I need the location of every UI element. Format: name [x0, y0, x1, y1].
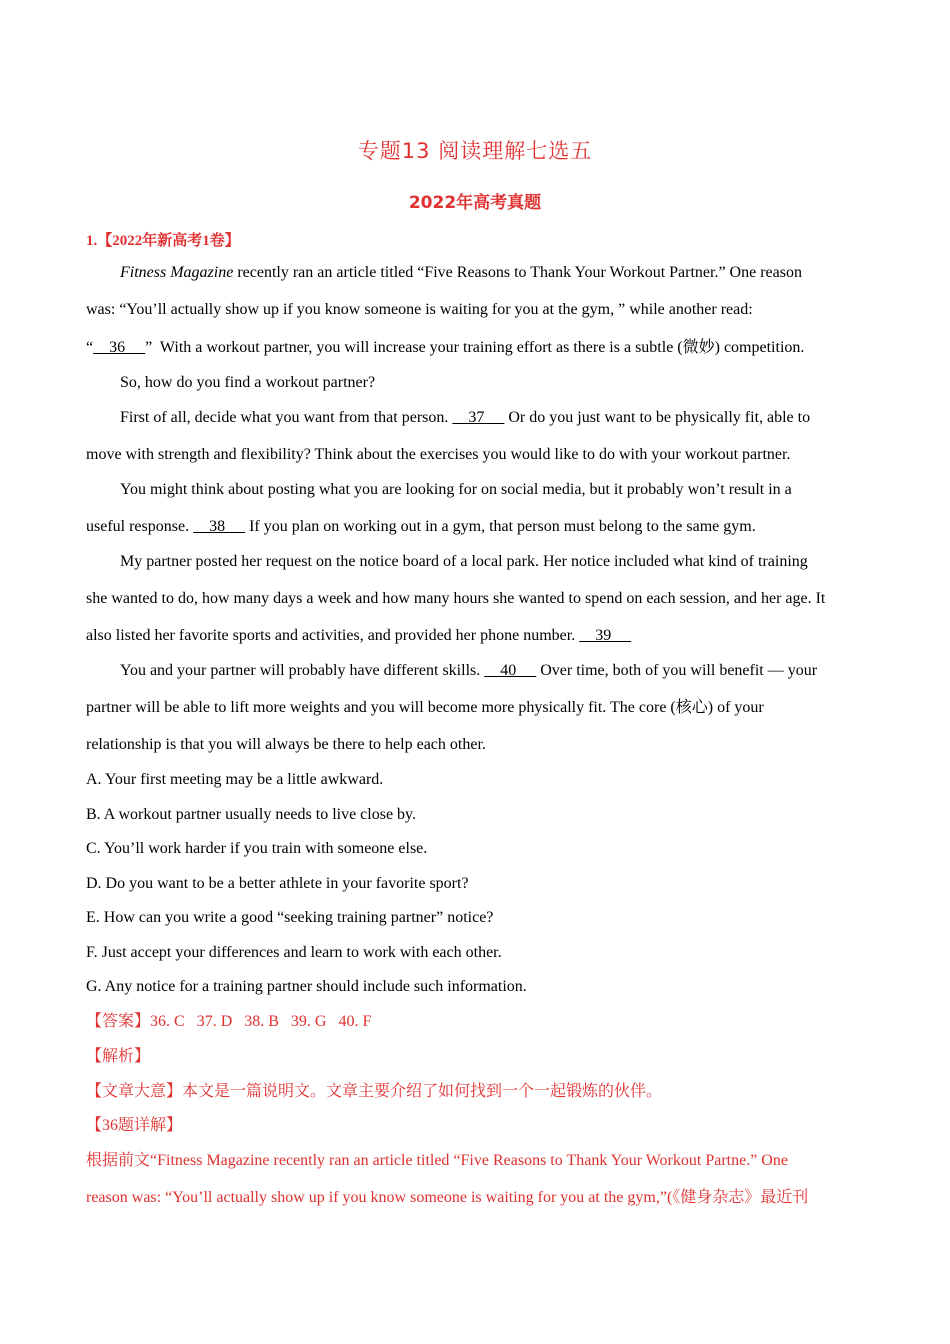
blank-37: 37	[452, 409, 505, 426]
passage-line: move with strength and flexibility? Think about the exercises you would like to do with your workout partner.	[86, 446, 791, 463]
option-d: D. Do you want to be a better athlete in your favorite sport?	[86, 875, 469, 892]
option-a: A. Your first meeting may be a little awkward.	[86, 771, 384, 788]
answer-item: 36. C	[150, 1013, 185, 1030]
passage-line: partner will be able to lift more weights and you will become more physically fit. The core (核心) of your	[86, 699, 764, 716]
passage-line	[86, 338, 804, 358]
option-e: E. How can you write a good “seeking training partner” notice?	[86, 909, 494, 926]
answer-item: 40. F	[338, 1013, 372, 1030]
option-f: F. Just accept your differences and learn to work with each other.	[86, 944, 502, 961]
option-c: C. You’ll work harder if you train with someone else.	[86, 840, 428, 857]
option-g: G. Any notice for a training partner should include such information.	[86, 978, 527, 995]
passage-line	[86, 517, 756, 537]
passage-text: recently ran an article titled “Five Reasons to Thank Your Workout Partner.” One reason	[233, 264, 802, 281]
passage-line	[120, 263, 802, 283]
passage-text: “	[86, 339, 94, 356]
blank-38: 38	[193, 518, 246, 535]
detail-36-line: 根据前文“Fitness Magazine recently ran an article titled “Five Reasons to Thank Your Workout Partne.” One	[86, 1152, 788, 1169]
passage-text: also listed her favorite sports and activities, and provided her phone number.	[86, 627, 580, 644]
answer-line	[86, 1012, 383, 1032]
passage-line: So, how do you find a workout partner?	[120, 374, 376, 391]
summary-line: 【文章大意】本文是一篇说明文。文章主要介绍了如何找到一个一起锻炼的伙伴。	[86, 1083, 663, 1100]
passage-text: Or do you just want to be physically fit, able to	[504, 409, 811, 426]
answer-item: 37. D	[196, 1013, 233, 1030]
passage-text: First of all, decide what you want from that person.	[120, 409, 453, 426]
passage-line	[86, 626, 631, 646]
passage-line	[120, 408, 810, 428]
question-header: 1.【2022年新高考1卷】	[86, 233, 240, 249]
passage-line: My partner posted her request on the notice board of a local park. Her notice included what kind of training	[120, 553, 808, 570]
analysis-label: 【解析】	[86, 1048, 151, 1065]
passage-line: she wanted to do, how many days a week and how many hours she wanted to spend on each session, and her age. It	[86, 590, 826, 607]
answer-label: 【答案】	[86, 1013, 151, 1030]
passage-text: If you plan on working out in a gym, that person must belong to the same gym.	[245, 518, 756, 535]
passage-text: useful response.	[86, 518, 194, 535]
blank-39: 39	[579, 627, 632, 644]
passage-text: ” With a workout partner, you will increase your training effort as there is a subtle (微妙) competition.	[145, 339, 805, 356]
detail-36-label: 【36题详解】	[86, 1117, 183, 1134]
passage-line	[120, 661, 817, 681]
passage-line: relationship is that you will always be there to help each other.	[86, 736, 486, 753]
option-b: B. A workout partner usually needs to live close by.	[86, 806, 417, 823]
answer-item: 38. B	[244, 1013, 279, 1030]
blank-40: 40	[484, 662, 537, 679]
passage-text: You and your partner will probably have different skills.	[120, 662, 485, 679]
blank-36: 36	[93, 339, 146, 356]
page-title: 专题13 阅读理解七选五	[357, 139, 593, 163]
magazine-name: Fitness Magazine	[120, 264, 234, 281]
section-subtitle: 2022年高考真题	[408, 193, 542, 213]
passage-line: You might think about posting what you are looking for on social media, but it probably won’t result in a	[120, 481, 792, 498]
detail-36-line: reason was: “You’ll actually show up if you know someone is waiting for you at the gym,”(《健身杂志》最近刊	[86, 1189, 809, 1206]
answer-item: 39. G	[290, 1013, 327, 1030]
passage-text: Over time, both of you will benefit — your	[536, 662, 818, 679]
passage-line: was: “You’ll actually show up if you know someone is waiting for you at the gym, ” while another read:	[86, 301, 753, 318]
